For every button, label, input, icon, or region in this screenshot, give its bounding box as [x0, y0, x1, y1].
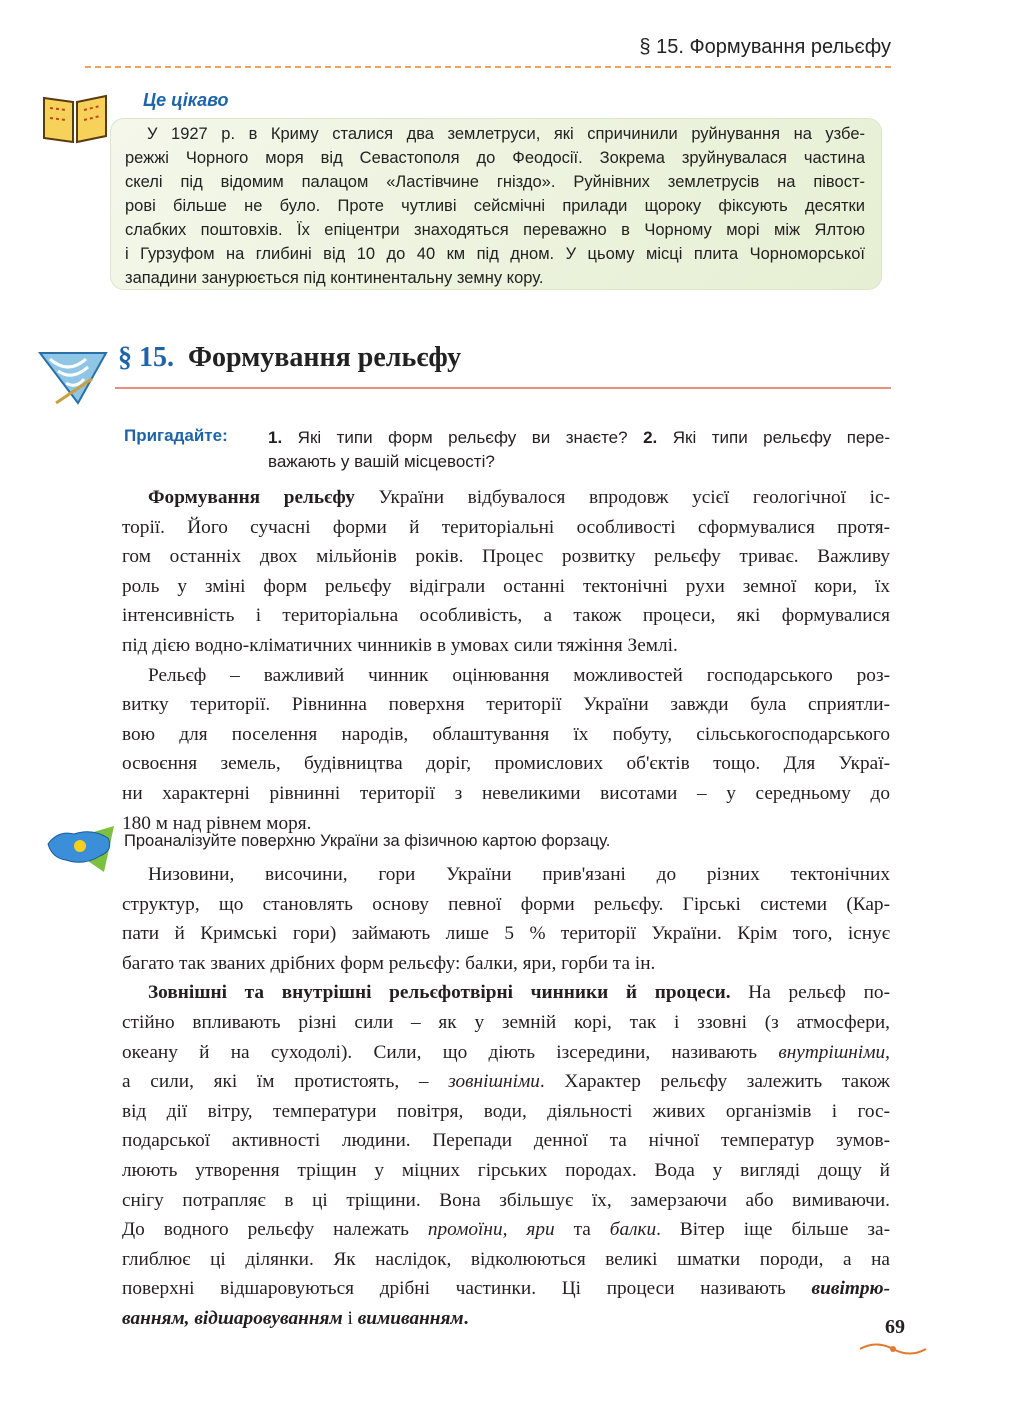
text-segment: глиблює ці ділянки. Як наслідок, відколюються великі шматки породи, а на	[122, 1248, 890, 1270]
text-segment: 180 м над рівнем моря.	[122, 812, 312, 834]
text-segment: поверхні відшаровуються дрібні частинки. Ці процеси називають	[122, 1278, 812, 1300]
text-line	[122, 542, 890, 572]
text-segment: важають у вашій місцевості?	[268, 452, 495, 471]
text-segment: та	[554, 1219, 610, 1241]
recall-label: Пригадайте:	[124, 426, 228, 445]
text-segment: зовнішніми	[448, 1071, 540, 1093]
text-line	[268, 450, 890, 474]
text-segment: вивітрю-	[811, 1278, 890, 1300]
paragraph	[122, 661, 890, 839]
text-line	[122, 1067, 890, 1097]
text-segment: вою для поселення народів, облаштування їх побуту, сільськогосподарського	[122, 723, 890, 745]
text-segment: ни характерні рівнинні території з невеликими висотами – у середньому до	[122, 782, 890, 804]
text-line	[122, 690, 890, 720]
text-segment: багато так званих дрібних форм рельєфу: балки, яри, горби та ін.	[122, 952, 656, 974]
text-line: слабких поштовхів. Їх епіцентри знаходяться переважно в Чорному морі між Ялтою	[125, 221, 865, 239]
text-line	[122, 1274, 890, 1304]
text-segment: На рельєф по-	[730, 982, 890, 1004]
text-segment: інтенсивність і територіальна особливість, а також процеси, які формувалися	[122, 605, 890, 627]
text-segment: Які типи рельєфу пере-	[657, 428, 890, 447]
text-segment: . Вітер іще більше за-	[656, 1219, 890, 1241]
text-line	[122, 601, 890, 631]
text-segment: стійно впливають різні сили – як у земній корі, так і ззовні (з атмосфери,	[122, 1011, 890, 1033]
interesting-text	[125, 122, 865, 290]
task-prompt: Проаналізуйте поверхню України за фізичною картою форзацу.	[124, 832, 611, 850]
text-segment: 1.	[268, 428, 283, 447]
text-segment: Низовини, височини, гори України прив'язані до різних тектонічних	[148, 864, 890, 885]
body-text-1	[122, 483, 890, 838]
text-segment: витку території. Рівнинна поверхня території України завжди була сприятли-	[122, 694, 890, 716]
text-line	[122, 572, 890, 602]
ukraine-map-icon	[44, 822, 119, 877]
text-segment: Формування рельєфу	[148, 487, 355, 508]
page-ornament-icon	[858, 1340, 928, 1358]
text-segment: ,	[885, 1041, 890, 1063]
text-line	[122, 720, 890, 750]
text-line	[122, 1215, 890, 1245]
text-segment: торії. Його сучасні форми й територіальні особливості сформувалися протя-	[122, 516, 890, 538]
paragraph	[122, 483, 890, 661]
text-segment: До водного рельєфу належать	[122, 1219, 428, 1241]
text-segment: і	[342, 1307, 358, 1329]
text-line	[268, 426, 890, 450]
text-segment: люють утворення тріщин у міцних гірських породах. Вода у вигляді дощу й	[122, 1159, 890, 1181]
text-segment: 2.	[643, 428, 658, 447]
interesting-title: Це цікаво	[143, 90, 229, 110]
recall-questions	[268, 426, 890, 474]
text-segment: балки	[609, 1219, 657, 1241]
text-line: режжі Чорного моря від Севастополя до Феодосії. Зокрема зруйнувалася частина	[125, 149, 865, 167]
section-title	[118, 342, 461, 374]
text-segment: Зовнішні та внутрішні рельєфотвірні чинники й процеси.	[148, 982, 731, 1004]
text-line	[122, 631, 890, 661]
section-emblem-icon	[38, 345, 108, 405]
text-segment: структур, що становлять основу певної форми рельєфу. Гірські системи (Кар-	[122, 893, 890, 915]
text-segment: Рельєф – важливий чинник оцінювання можливостей господарського роз-	[148, 664, 890, 686]
text-line	[122, 661, 890, 691]
text-line	[122, 1245, 890, 1275]
text-line	[122, 1186, 890, 1216]
text-line	[122, 513, 890, 543]
open-book-icon	[40, 88, 110, 146]
text-line	[122, 1156, 890, 1186]
text-line	[122, 1097, 890, 1127]
text-segment: від дії вітру, температури повітря, води, діяльності живих організмів і гос-	[122, 1100, 890, 1122]
text-segment: а сили, які їм протистоять, –	[122, 1071, 449, 1093]
running-header: § 15. Формування рельєфу	[639, 36, 891, 58]
text-segment: океану й на суходолі). Сили, що діють ізсередини, називають	[122, 1041, 779, 1063]
text-segment: під дією водно-кліматичних чинників в умовах сили тяжіння Землі.	[122, 634, 678, 656]
text-segment: .	[463, 1307, 469, 1329]
section-title-text: Формування рельєфу	[188, 342, 462, 373]
page-number: 69	[885, 1316, 905, 1338]
text-segment: промоїни, яри	[427, 1219, 555, 1241]
text-segment: України відбувалося впродовж усієї геологічної іс-	[354, 487, 890, 508]
text-line	[122, 949, 890, 979]
text-line: западини занурюється під континентальну земну кору.	[125, 269, 544, 287]
text-line	[122, 749, 890, 779]
section-number: § 15.	[118, 342, 174, 373]
text-line: скелі під відомим палацом «Ластівчине гніздо». Руйнівних землетрусів на півост-	[125, 173, 865, 191]
text-segment: подарської активності людини. Перепади денної та нічної температур зумов-	[122, 1130, 890, 1152]
text-line	[122, 860, 890, 890]
text-line: рові більше не було. Проте чутливі сейсмічні прилади щороку фіксують десятки	[125, 197, 865, 215]
text-line	[122, 890, 890, 920]
text-segment: освоєння земель, будівництва доріг, промислових об'єктів тощо. Для Украї-	[122, 753, 890, 775]
body-text-2	[122, 860, 890, 1334]
text-line: і Гурзуфом на глибині від 10 до 40 км під дном. У цьому місці плита Чорноморської	[125, 245, 865, 263]
text-segment: ванням, відшаровуванням	[122, 1307, 343, 1329]
text-segment: вимиванням	[357, 1307, 464, 1329]
text-segment: гом останніх двох мільйонів років. Процес розвитку рельєфу триває. Важливу	[122, 546, 890, 568]
text-segment: Які типи форм рельєфу ви знаєте?	[282, 428, 644, 447]
text-line	[122, 1126, 890, 1156]
text-segment: роль у зміні форм рельєфу відіграли останні тектонічні рухи земної кори, їх	[122, 575, 890, 597]
text-segment: снігу потрапляє в ці тріщини. Вона збільшує їх, замерзаючи або вимиваючи.	[122, 1189, 890, 1211]
text-line	[122, 1038, 890, 1068]
text-line	[122, 1008, 890, 1038]
title-rule	[115, 387, 891, 389]
text-line	[122, 978, 890, 1008]
text-line	[122, 483, 890, 513]
text-line	[122, 1304, 890, 1334]
text-segment: внутрішніми	[778, 1041, 886, 1063]
text-line: У 1927 р. в Криму сталися два землетруси, які спричинили руйнування на узбе-	[147, 125, 865, 143]
text-line	[122, 779, 890, 809]
text-segment: . Характер рельєфу залежить також	[539, 1071, 890, 1093]
text-segment: пати й Кримські гори) займають лише 5 % території України. Крім того, існує	[122, 923, 890, 945]
paragraph	[122, 860, 890, 978]
text-line	[122, 919, 890, 949]
header-divider	[85, 66, 891, 68]
paragraph	[122, 978, 890, 1333]
